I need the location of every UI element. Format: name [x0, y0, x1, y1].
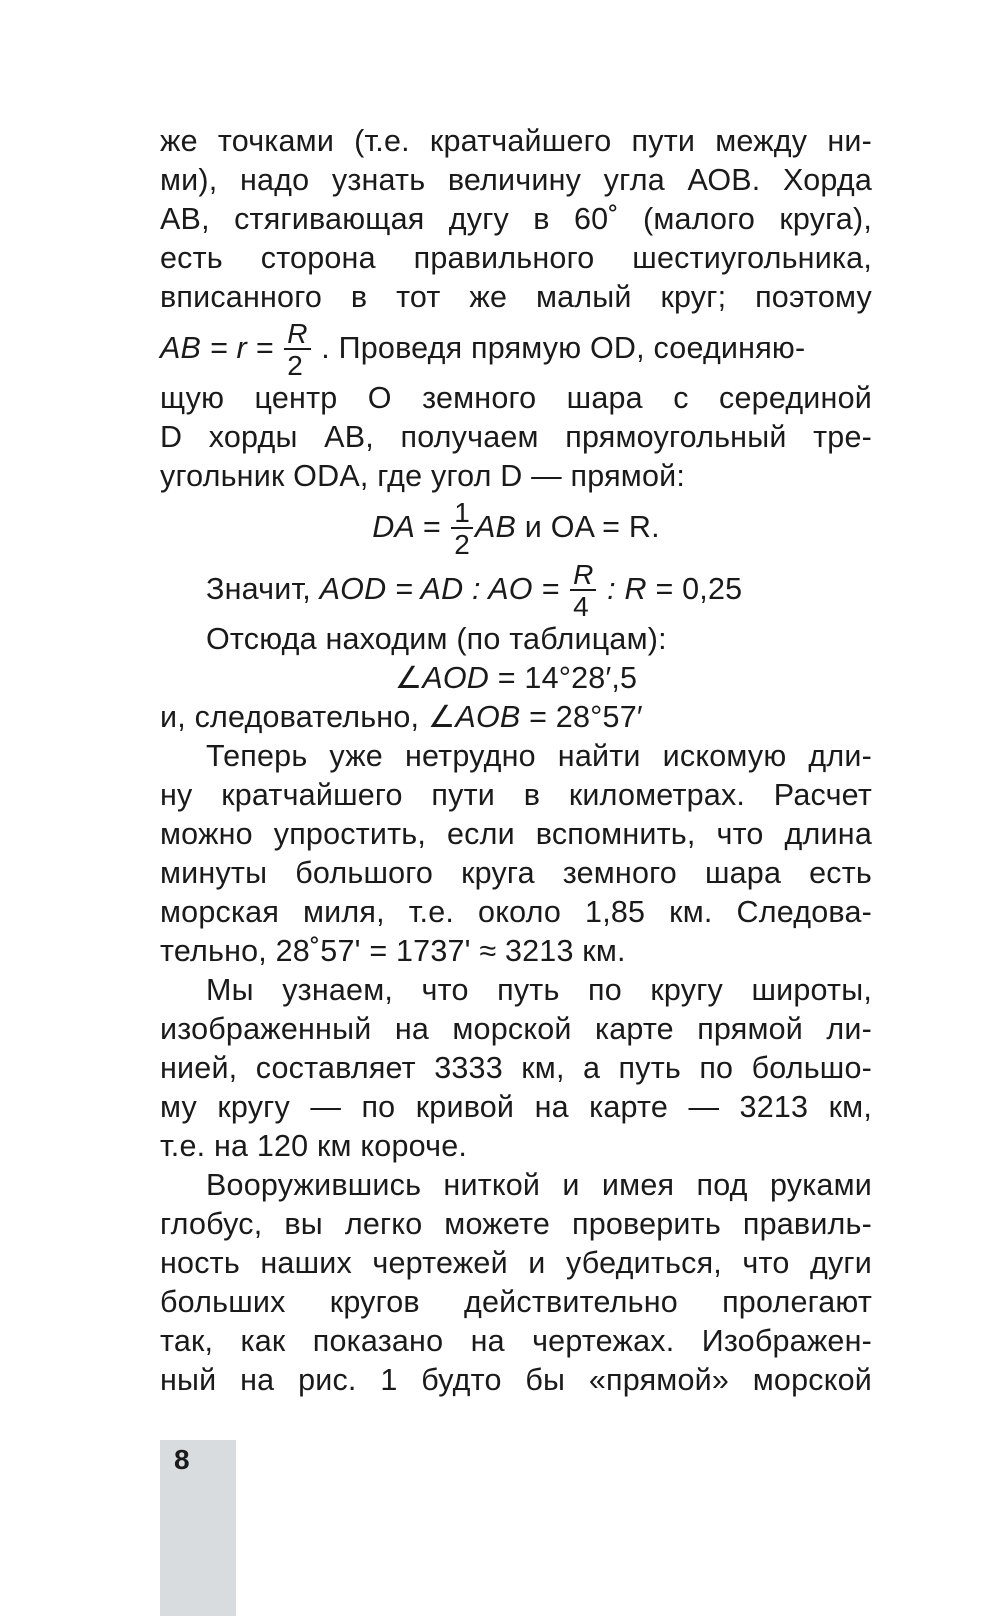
text-line: минуты большого круга земного шара есть [160, 856, 872, 890]
fraction-denominator: 2 [287, 349, 303, 381]
fraction-numerator: R [570, 561, 596, 591]
text-line: морская миля, т.е. около 1,85 км. Следова- [160, 895, 872, 929]
text-line: ми), надо узнать величину угла АОВ. Хорда [160, 163, 872, 197]
page-body [160, 122, 872, 1400]
text-line: изображенный на морской карте прямой ли- [160, 1012, 872, 1046]
fraction-denominator: 4 [573, 590, 589, 622]
text-line: угольник ODA, где угол D — прямой: [160, 459, 686, 493]
fraction-numerator: 1 [451, 499, 473, 529]
angle-aob-label: ∠AOB [427, 700, 521, 734]
formula-angle-aob [160, 698, 872, 737]
text-line: Мы узнаем, что путь по кругу широты, [206, 973, 872, 1007]
text-line: так, как показано на чертежах. Изображен- [160, 1324, 872, 1358]
angle-aod-value: = 14°28′,5 [497, 661, 638, 695]
text-line: Отсюда находим (по таблицам): [206, 622, 667, 656]
formula-ab-rest: . Проведя прямую OD, соединяю- [321, 331, 806, 365]
text-line: больших кругов действительно пролегают [160, 1285, 872, 1319]
fraction-1-over-2 [451, 496, 473, 560]
formula-aod-expr: AOD = AD : AO = [319, 572, 560, 606]
formula-aod-prefix: Значит, [206, 572, 311, 606]
formula-da-lhs: DA = [372, 510, 441, 544]
angle-aob-prefix: и, следовательно, [160, 700, 420, 734]
text-line: тельно, 28˚57' = 1737' ≈ 3213 км. [160, 934, 626, 968]
fraction-numerator: R [284, 320, 310, 350]
text-line: му кругу — по кривой на карте — 3213 км, [160, 1090, 872, 1124]
angle-aob-value: = 28°57′ [529, 700, 643, 734]
formula-angle-aod [160, 659, 872, 698]
text-line: т.е. на 120 км короче. [160, 1129, 468, 1163]
formula-ab-lhs: AB = r = [160, 331, 274, 365]
formula-aod [160, 558, 872, 620]
text-line: ный на рис. 1 будто бы «прямой» морской [160, 1363, 872, 1397]
fraction-denominator: 2 [454, 528, 471, 560]
fraction-r-over-4 [570, 558, 596, 622]
formula-ab [160, 317, 872, 379]
text-line: ну кратчайшего пути в километрах. Расчет [160, 778, 872, 812]
text-line: D хорды AB, получаем прямоугольный тре- [160, 420, 872, 454]
angle-aod-label: ∠AOD [394, 661, 490, 695]
formula-aod-r: : R [607, 572, 647, 606]
text-line: же точками (т.е. кратчайшего пути между ни- [160, 124, 872, 158]
page-number-tab [160, 1440, 236, 1616]
text-line: щую центр O земного шара с серединой [160, 381, 872, 415]
text-line: АВ, стягивающая дугу в 60˚ (малого круга), [160, 202, 872, 236]
formula-da-rest: и OA = R. [524, 510, 660, 544]
formula-aod-value: = 0,25 [655, 572, 743, 606]
text-line: ность наших чертежей и убедиться, что дуги [160, 1246, 872, 1280]
page-number: 8 [174, 1444, 190, 1475]
text-line: Вооружившись ниткой и имея под руками [206, 1168, 872, 1202]
text-line: вписанного в тот же малый круг; поэтому [160, 280, 872, 314]
fraction-r-over-2 [284, 317, 310, 381]
text-line: глобус, вы легко можете проверить правиль- [160, 1207, 872, 1241]
text-line: есть сторона правильного шестиугольника, [160, 241, 872, 275]
formula-da-ab: AB [475, 510, 517, 544]
text-line: можно упростить, если вспомнить, что длина [160, 817, 872, 851]
text-line: нией, составляет 3333 км, а путь по большо- [160, 1051, 872, 1085]
formula-da [160, 496, 872, 558]
text-line: Теперь уже нетрудно найти искомую дли- [206, 739, 872, 773]
